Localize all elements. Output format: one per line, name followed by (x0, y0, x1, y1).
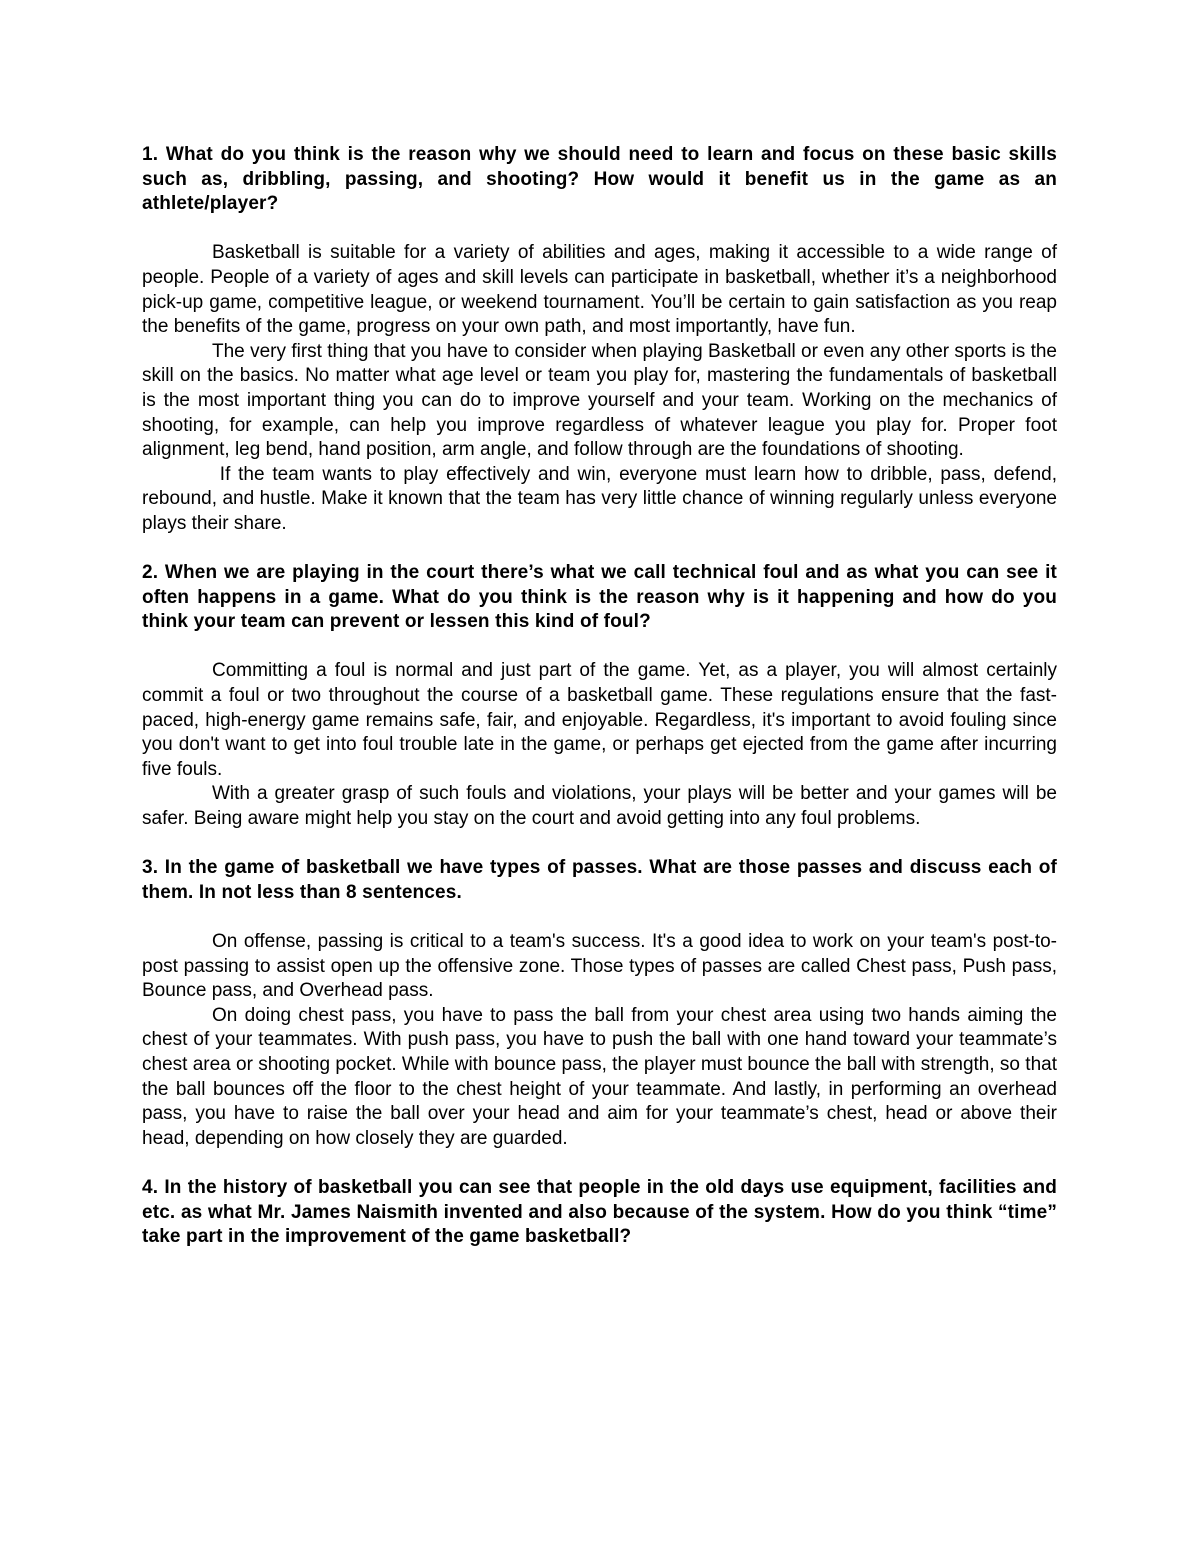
section-1 (142, 143, 1063, 537)
answer-paragraph: Committing a foul is normal and just part of the game. Yet, as a player, you will almost certainly commit a foul or two throughout the course of a basketball game. These regulations ensure that the fast-paced, high-energy game remains safe, fair, and enjoyable. Regardless, it's important to avoid fouling since you don't want to get into foul trouble late in the game, or perhaps get ejected from the game after incurring five fouls. (142, 660, 1057, 780)
spacer (142, 905, 1057, 930)
answer-paragraph: With a greater grasp of such fouls and violations, your plays will be better and your games will be safer. Being aware might help you stay on the court and avoid getting into any foul problems. (142, 783, 1057, 830)
answer-paragraph: On doing chest pass, you have to pass the ball from your chest area using two hands aiming the chest of your teammates. With push pass, you have to push the ball with one hand toward your teammate’s chest area or shooting pocket. While with bounce pass, the player must bounce the ball with strength, so that the ball bounces off the floor to the chest height of your teammate. And lastly, in performing an overhead pass, you have to raise the ball over your head and aim for your teammate’s chest, head or above their head, depending on how closely they are guarded. (142, 1004, 1057, 1149)
spacer (142, 217, 1057, 242)
question-2: 2. When we are playing in the court there’s what we call technical foul and as what you can see it often happens in a game. What do you think is the reason why is it happening and how do you think your team can prevent or lessen this kind of foul? (142, 562, 1057, 633)
question-3: 3. In the game of basketball we have types of passes. What are those passes and discuss each of them. In not less than 8 sentences. (142, 857, 1057, 903)
answer-paragraph: The very first thing that you have to consider when playing Basketball or even any other sports is the skill on the basics. No matter what age level or team you play for, mastering the fundamentals of basketball is the most important thing you can do to improve yourself and your team. Working on the mechanics of shooting, for example, can help you improve regardless of whatever league you play for. Proper foot alignment, leg bend, hand position, arm angle, and follow through are the foundations of shooting. (142, 340, 1057, 461)
section-4 (142, 1176, 1057, 1250)
answer-paragraph: On offense, passing is critical to a team's success. It's a good idea to work on your team's post-to-post passing to assist open up the offensive zone. Those types of passes are called Chest pass, Push pass, Bounce pass, and Overhead pass. (142, 931, 1057, 1002)
spacer (142, 635, 1057, 660)
spacer (142, 1151, 1057, 1176)
answer-paragraph: Basketball is suitable for a variety of abilities and ages, making it accessible to a wide range of people. People of a variety of ages and skill levels can participate in basketball, whether it’s a neighborhood pick-up game, competitive league, or weekend tournament. You’ll be certain to gain satisfaction as you reap the benefits of the game, progress on your own path, and most importantly, have fun. (142, 242, 1057, 338)
answer-paragraph: If the team wants to play effectively and win, everyone must learn how to dribble, pass, defend, rebound, and hustle. Make it known that the team has very little chance of winning regularly unless everyone plays their share. (142, 463, 1063, 534)
question-4: 4. In the history of basketball you can see that people in the old days use equipment, facilities and etc. as what Mr. James Naismith invented and also because of the system. How do you think “time” take part in the improvement of the game basketball? (142, 1176, 1057, 1248)
question-1: 1. What do you think is the reason why we should need to learn and focus on these basic skills such as, dribbling, passing, and shooting? How would it benefit us in the game as an athlete/player? (142, 144, 1057, 215)
spacer (142, 832, 1057, 857)
spacer (142, 537, 1057, 562)
section-3 (142, 856, 1057, 1151)
section-2 (142, 561, 1057, 832)
document-content (142, 143, 1063, 1250)
